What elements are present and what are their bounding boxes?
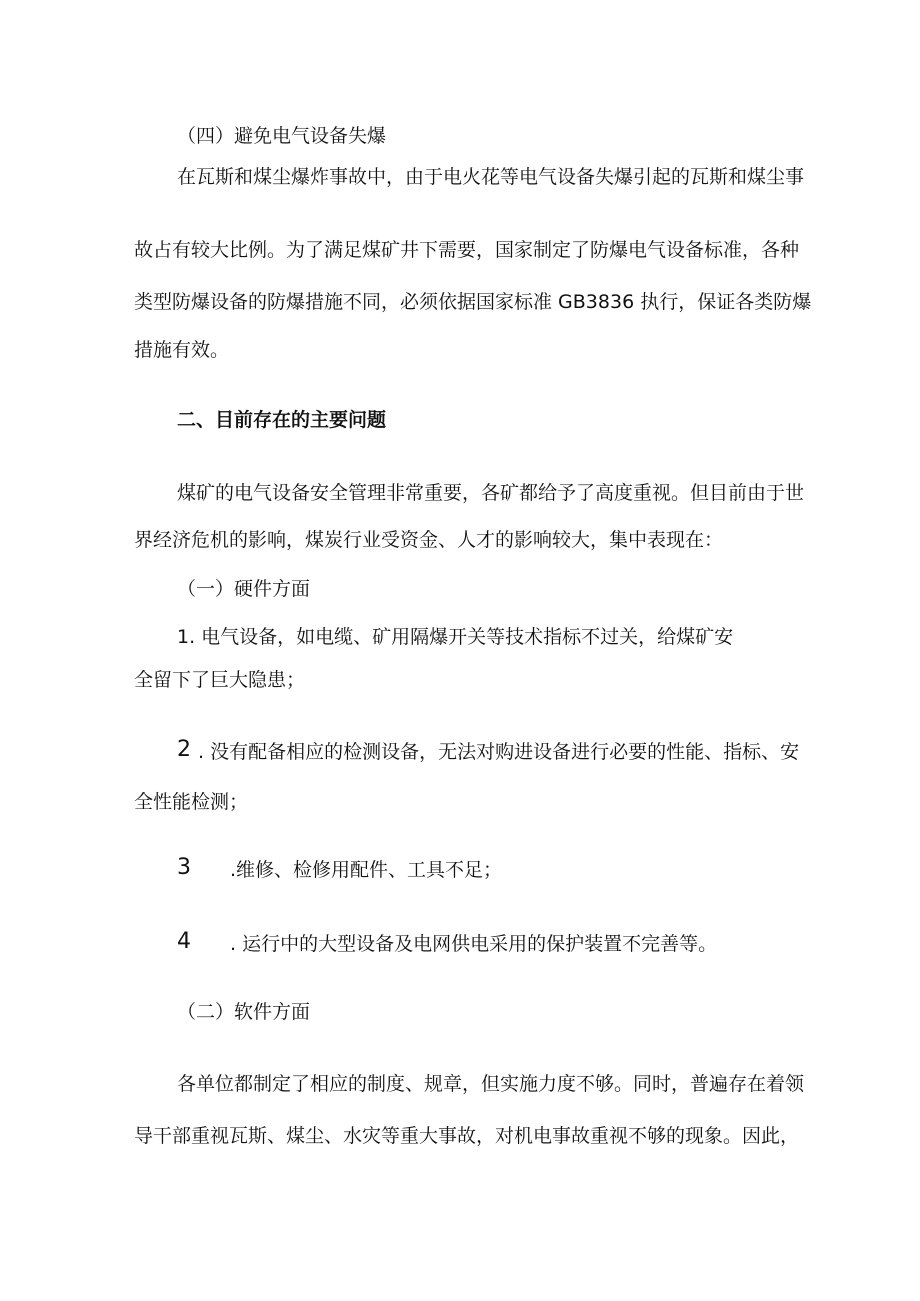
heading-avoid-explosion-failure: （四）避免电气设备失爆: [177, 125, 387, 147]
item-2-text: . 没有配备相应的检测设备，无法对购进设备进行必要的性能、指标、安: [198, 741, 800, 763]
para-2-line-1: 煤矿的电气设备安全管理非常重要，各矿都给予了高度重视。但目前由于世: [177, 482, 805, 504]
item-2-number: 2: [177, 737, 191, 762]
para-1-line-1: 在瓦斯和煤尘爆炸事故中，由于电火花等电气设备失爆引起的瓦斯和煤尘事: [177, 166, 805, 188]
para-1-line-4: 措施有效。: [134, 339, 230, 361]
para-3-line-1: 各单位都制定了相应的制度、规章，但实施力度不够。同时，普遍存在着领: [177, 1073, 805, 1095]
item-3-number: 3: [177, 855, 191, 880]
para-1-line-3: 类型防爆设备的防爆措施不同，必须依据国家标准 GB3836 执行，保证各类防爆: [134, 291, 812, 313]
item-1-line-1: 1. 电气设备，如电缆、矿用隔爆开关等技术指标不过关，给煤矿安: [177, 626, 734, 648]
item-1-line-2: 全留下了巨大隐患；: [134, 669, 306, 691]
item-4-number: 4: [177, 929, 191, 954]
para-3-line-2: 导干部重视瓦斯、煤尘、水灾等重大事故，对机电事故重视不够的现象。因此，: [134, 1125, 800, 1147]
item-2-continuation: 全性能检测；: [134, 791, 249, 813]
para-1-line-2: 故占有较大比例。为了满足煤矿井下需要，国家制定了防爆电气设备标准，各种: [134, 239, 800, 261]
subheading-hardware: （一）硬件方面: [177, 578, 311, 600]
item-4-text: . 运行中的大型设备及电网供电采用的保护装置不完善等。: [230, 933, 718, 955]
para-2-line-2: 界经济危机的影响，煤炭行业受资金、人才的影响较大，集中表现在：: [134, 529, 724, 551]
section-2-title: 二、目前存在的主要问题: [177, 409, 387, 431]
subheading-software: （二）软件方面: [177, 1001, 311, 1023]
item-3-text: .维修、检修用配件、工具不足；: [230, 859, 503, 881]
